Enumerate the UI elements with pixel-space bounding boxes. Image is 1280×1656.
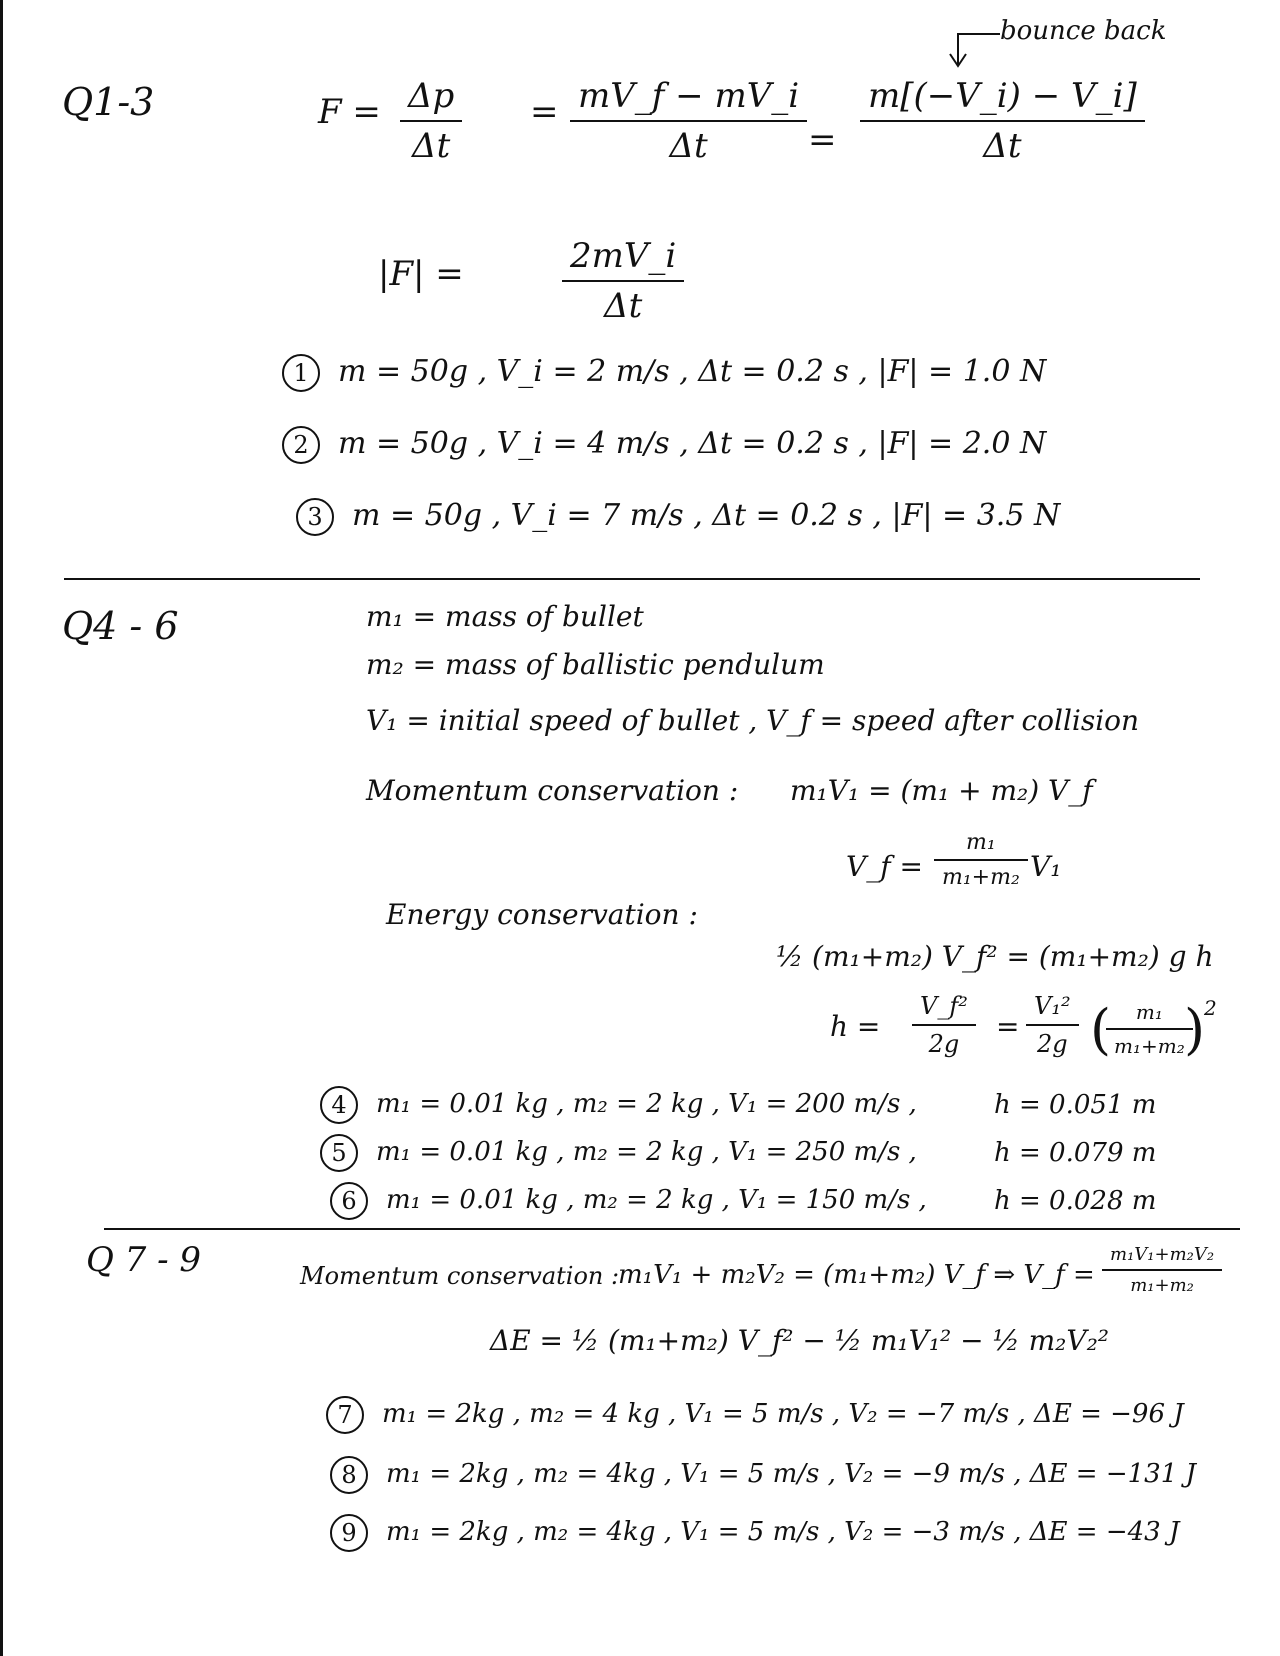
problem-number-badge: 5 bbox=[320, 1134, 358, 1172]
force-lhs: F = bbox=[318, 92, 381, 132]
dt-denominator: Δt bbox=[400, 120, 462, 166]
dp-dt-fraction bbox=[400, 76, 462, 166]
vf-fraction bbox=[934, 830, 1028, 890]
bounce-back-note: bounce back bbox=[1000, 16, 1167, 46]
abs-force-lhs: |F| = bbox=[378, 254, 464, 294]
problem-row-2 bbox=[282, 426, 1046, 464]
final-velocity-denominator: m₁+m₂ bbox=[1102, 1269, 1222, 1296]
problem-number-badge: 8 bbox=[330, 1456, 368, 1494]
definition-v1-vf: V₁ = initial speed of bullet , V_f = speed after collision bbox=[366, 704, 1140, 737]
problem-row-4 bbox=[320, 1086, 917, 1124]
equals-sign: = bbox=[530, 92, 559, 132]
section-label-q1-3: Q1-3 bbox=[62, 80, 155, 124]
final-velocity-fraction bbox=[1102, 1244, 1222, 1296]
equals-sign: = bbox=[808, 120, 837, 160]
energy-change-equation: ΔE = ½ (m₁+m₂) V_f² − ½ m₁V₁² − ½ m₂V₂² bbox=[490, 1324, 1110, 1357]
problem-values: m₁ = 0.01 kg , m₂ = 2 kg , V₁ = 250 m/s , bbox=[376, 1137, 917, 1167]
problem-number-badge: 6 bbox=[330, 1182, 368, 1220]
problem-row-1 bbox=[282, 354, 1046, 392]
mass-ratio-denominator: m₁+m₂ bbox=[1106, 1028, 1193, 1058]
momentum-conservation-label: Momentum conservation : bbox=[300, 1262, 620, 1290]
open-paren: ( bbox=[1090, 998, 1112, 1061]
height-fraction-2 bbox=[1026, 992, 1079, 1058]
problem-number-badge: 2 bbox=[282, 426, 320, 464]
problem-row-5 bbox=[320, 1134, 917, 1172]
section-divider bbox=[104, 1228, 1240, 1230]
problem-result-4: h = 0.051 m bbox=[994, 1090, 1157, 1120]
problem-values: m = 50g , V_i = 7 m/s , Δt = 0.2 s , |F| = 3.5 N bbox=[352, 498, 1061, 533]
definition-m2: m₂ = mass of ballistic pendulum bbox=[366, 648, 825, 681]
section-label-q4-6: Q4 - 6 bbox=[62, 604, 179, 648]
problem-number-badge: 9 bbox=[330, 1514, 368, 1552]
height-fraction-2-denominator: 2g bbox=[1026, 1024, 1079, 1058]
energy-conservation-equation: ½ (m₁+m₂) V_f² = (m₁+m₂) g h bbox=[776, 940, 1214, 973]
vf-denominator: m₁+m₂ bbox=[934, 859, 1028, 890]
abs-force-fraction bbox=[562, 236, 684, 326]
momentum-change-numerator: mV_f − mV_i bbox=[578, 76, 800, 116]
abs-force-denominator: Δt bbox=[562, 280, 684, 326]
problem-values: m₁ = 2kg , m₂ = 4kg , V₁ = 5 m/s , V₂ = −3 m/s , ΔE = −43 J bbox=[386, 1517, 1180, 1547]
problem-result-5: h = 0.079 m bbox=[994, 1138, 1157, 1168]
problem-values: m₁ = 0.01 kg , m₂ = 2 kg , V₁ = 200 m/s , bbox=[376, 1089, 917, 1119]
bounce-back-fraction bbox=[860, 76, 1145, 166]
vf-numerator: m₁ bbox=[966, 830, 996, 855]
bounce-back-numerator: m[(−V_i) − V_i] bbox=[868, 76, 1137, 116]
energy-conservation-label: Energy conservation : bbox=[386, 898, 698, 931]
definition-m1: m₁ = mass of bullet bbox=[366, 600, 644, 633]
problem-row-7 bbox=[326, 1396, 1184, 1434]
vf-rhs: V₁ bbox=[1030, 850, 1062, 883]
momentum-conservation-label: Momentum conservation : bbox=[366, 774, 739, 807]
height-fraction-1 bbox=[912, 992, 976, 1058]
section-divider bbox=[64, 578, 1200, 580]
problem-number-badge: 1 bbox=[282, 354, 320, 392]
section-label-q7-9: Q 7 - 9 bbox=[86, 1240, 202, 1280]
close-paren: ) bbox=[1184, 998, 1206, 1061]
problem-values: m₁ = 0.01 kg , m₂ = 2 kg , V₁ = 150 m/s , bbox=[386, 1185, 927, 1215]
height-lhs: h = bbox=[830, 1010, 881, 1043]
problem-result-6: h = 0.028 m bbox=[994, 1186, 1157, 1216]
height-fraction-1-numerator: V_f² bbox=[920, 992, 968, 1020]
page-edge bbox=[0, 0, 3, 1656]
mass-ratio-fraction bbox=[1106, 1000, 1193, 1058]
bounce-back-arrow-icon bbox=[930, 20, 1010, 70]
problem-values: m₁ = 2kg , m₂ = 4kg , V₁ = 5 m/s , V₂ = −9 m/s , ΔE = −131 J bbox=[386, 1459, 1196, 1489]
momentum-change-denominator: Δt bbox=[570, 120, 807, 166]
squared-exponent: 2 bbox=[1204, 996, 1217, 1020]
problem-number-badge: 3 bbox=[296, 498, 334, 536]
problem-values: m₁ = 2kg , m₂ = 4 kg , V₁ = 5 m/s , V₂ = −7 m/s , ΔE = −96 J bbox=[382, 1399, 1184, 1429]
problem-row-9 bbox=[330, 1514, 1179, 1552]
abs-force-numerator: 2mV_i bbox=[570, 236, 677, 276]
vf-lhs: V_f = bbox=[846, 850, 923, 883]
problem-number-badge: 7 bbox=[326, 1396, 364, 1434]
problem-row-8 bbox=[330, 1456, 1196, 1494]
momentum-conservation-equation: m₁V₁ + m₂V₂ = (m₁+m₂) V_f ⇒ V_f = bbox=[618, 1260, 1095, 1290]
problem-row-6 bbox=[330, 1182, 927, 1220]
height-fraction-2-numerator: V₁² bbox=[1034, 992, 1071, 1020]
momentum-change-fraction bbox=[570, 76, 807, 166]
problem-values: m = 50g , V_i = 4 m/s , Δt = 0.2 s , |F| = 2.0 N bbox=[338, 426, 1047, 461]
dp-numerator: Δp bbox=[408, 76, 455, 116]
problem-values: m = 50g , V_i = 2 m/s , Δt = 0.2 s , |F| = 1.0 N bbox=[338, 354, 1047, 389]
problem-row-3 bbox=[296, 498, 1060, 536]
problem-number-badge: 4 bbox=[320, 1086, 358, 1124]
mass-ratio-numerator: m₁ bbox=[1135, 1000, 1163, 1024]
bounce-back-denominator: Δt bbox=[860, 120, 1145, 166]
equals-sign: = bbox=[996, 1010, 1020, 1043]
height-fraction-1-denominator: 2g bbox=[912, 1024, 976, 1058]
final-velocity-numerator: m₁V₁+m₂V₂ bbox=[1110, 1244, 1215, 1265]
momentum-conservation-equation: m₁V₁ = (m₁ + m₂) V_f bbox=[790, 774, 1093, 807]
